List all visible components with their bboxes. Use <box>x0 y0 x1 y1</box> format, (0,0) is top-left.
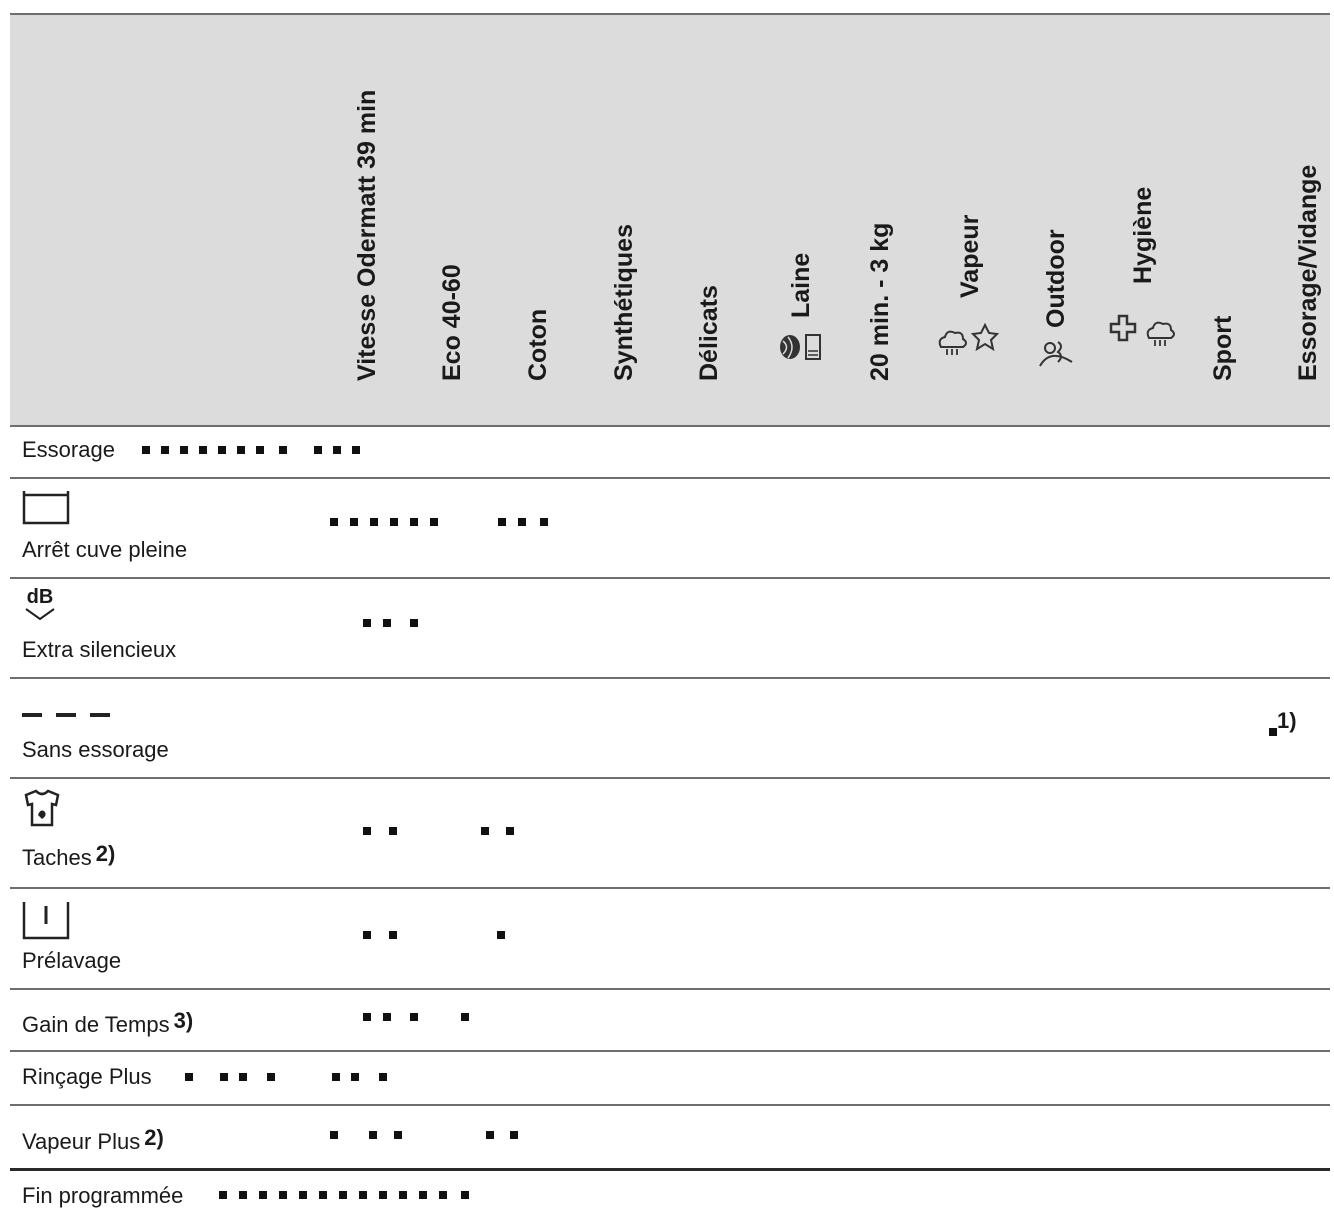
option-mark <box>319 1191 327 1199</box>
table-row: Taches 2) <box>22 841 116 870</box>
option-mark <box>339 1191 347 1199</box>
option-mark <box>461 1013 469 1021</box>
option-mark <box>510 1131 518 1139</box>
row-divider <box>10 988 1330 990</box>
footnote-ref: 3) <box>173 1008 194 1033</box>
option-mark <box>379 1073 387 1081</box>
option-mark <box>218 446 226 454</box>
column-header: Hygiène <box>1093 25 1153 410</box>
option-mark <box>419 1191 427 1199</box>
table-header <box>10 13 1330 427</box>
stain-shirt-icon <box>22 789 62 827</box>
option-mark <box>142 446 150 454</box>
row-divider <box>10 577 1330 579</box>
option-mark <box>352 446 360 454</box>
option-mark <box>259 1191 267 1199</box>
option-mark <box>239 1191 247 1199</box>
row-divider <box>10 1050 1330 1052</box>
option-mark <box>363 931 371 939</box>
steam-icon <box>935 321 1005 357</box>
no-spin-icon <box>22 712 114 720</box>
option-mark <box>370 518 378 526</box>
option-mark <box>185 1073 193 1081</box>
hygiene-icon <box>1103 310 1183 350</box>
tub-full-icon <box>22 489 72 525</box>
option-mark <box>394 1131 402 1139</box>
option-mark <box>439 1191 447 1199</box>
option-mark <box>506 827 514 835</box>
option-mark <box>399 1191 407 1199</box>
column-header: Sport <box>1209 315 1237 381</box>
footnote-ref: 2) <box>95 841 116 866</box>
prewash-icon <box>22 900 72 940</box>
option-mark <box>410 1013 418 1021</box>
table-row: Vapeur Plus 2) <box>22 1125 164 1154</box>
column-header: Vitesse Odermatt 39 min <box>353 89 381 381</box>
table-row: Gain de Temps 3) <box>22 1008 194 1037</box>
option-mark <box>410 619 418 627</box>
option-mark <box>430 518 438 526</box>
option-mark <box>256 446 264 454</box>
outdoor-icon <box>1036 336 1076 372</box>
wool-icon <box>778 327 824 367</box>
option-mark <box>363 1013 371 1021</box>
option-mark <box>219 1191 227 1199</box>
footnote-ref: 1) <box>1277 708 1297 733</box>
option-mark <box>540 518 548 526</box>
row-divider <box>10 477 1330 479</box>
option-mark <box>498 518 506 526</box>
option-mark <box>389 931 397 939</box>
option-mark <box>220 1073 228 1081</box>
option-mark <box>351 1073 359 1081</box>
table-row: Essorage <box>22 437 115 462</box>
row-divider <box>10 1104 1330 1106</box>
option-mark <box>518 518 526 526</box>
option-mark <box>383 619 391 627</box>
option-mark <box>486 1131 494 1139</box>
table-row: Arrêt cuve pleine <box>22 537 188 562</box>
option-mark <box>497 931 505 939</box>
option-mark <box>350 518 358 526</box>
column-header: Laine <box>751 25 811 410</box>
option-mark <box>359 1191 367 1199</box>
option-mark <box>481 827 489 835</box>
column-header: Délicats <box>695 285 723 381</box>
column-header: Coton <box>524 308 552 381</box>
option-mark <box>363 827 371 835</box>
column-header: Essorage/Vidange <box>1294 164 1322 381</box>
column-header: 20 min. - 3 kg <box>866 222 894 381</box>
row-divider <box>10 1168 1330 1171</box>
option-mark <box>161 446 169 454</box>
option-mark <box>379 1191 387 1199</box>
option-mark <box>383 1013 391 1021</box>
option-mark <box>314 446 322 454</box>
table-row: Fin programmée <box>22 1183 184 1208</box>
option-mark <box>1269 728 1277 736</box>
row-divider <box>10 677 1330 679</box>
option-mark <box>330 1131 338 1139</box>
option-mark <box>389 827 397 835</box>
option-mark <box>299 1191 307 1199</box>
option-mark <box>239 1073 247 1081</box>
column-header: Eco 40-60 <box>438 264 466 381</box>
option-mark <box>279 1191 287 1199</box>
option-mark <box>332 1073 340 1081</box>
option-mark <box>237 446 245 454</box>
db-quiet-icon: dB <box>22 587 58 627</box>
row-divider <box>10 887 1330 889</box>
option-mark <box>410 518 418 526</box>
option-mark <box>390 518 398 526</box>
option-mark <box>330 518 338 526</box>
option-mark <box>461 1191 469 1199</box>
footnote-ref: 2) <box>144 1125 164 1150</box>
option-mark <box>199 446 207 454</box>
option-mark <box>180 446 188 454</box>
table-row: Prélavage <box>22 948 122 973</box>
option-mark <box>333 446 341 454</box>
table-row: Rinçage Plus <box>22 1064 152 1089</box>
option-mark <box>363 619 371 627</box>
option-mark <box>267 1073 275 1081</box>
row-divider <box>10 777 1330 779</box>
option-mark <box>279 446 287 454</box>
column-header: Vapeur <box>922 25 982 410</box>
table-row: Sans essorage <box>22 737 169 762</box>
table-row: Extra silencieux <box>22 637 177 662</box>
column-header: Outdoor <box>1008 25 1068 410</box>
column-header: Synthétiques <box>610 224 638 381</box>
option-mark <box>369 1131 377 1139</box>
